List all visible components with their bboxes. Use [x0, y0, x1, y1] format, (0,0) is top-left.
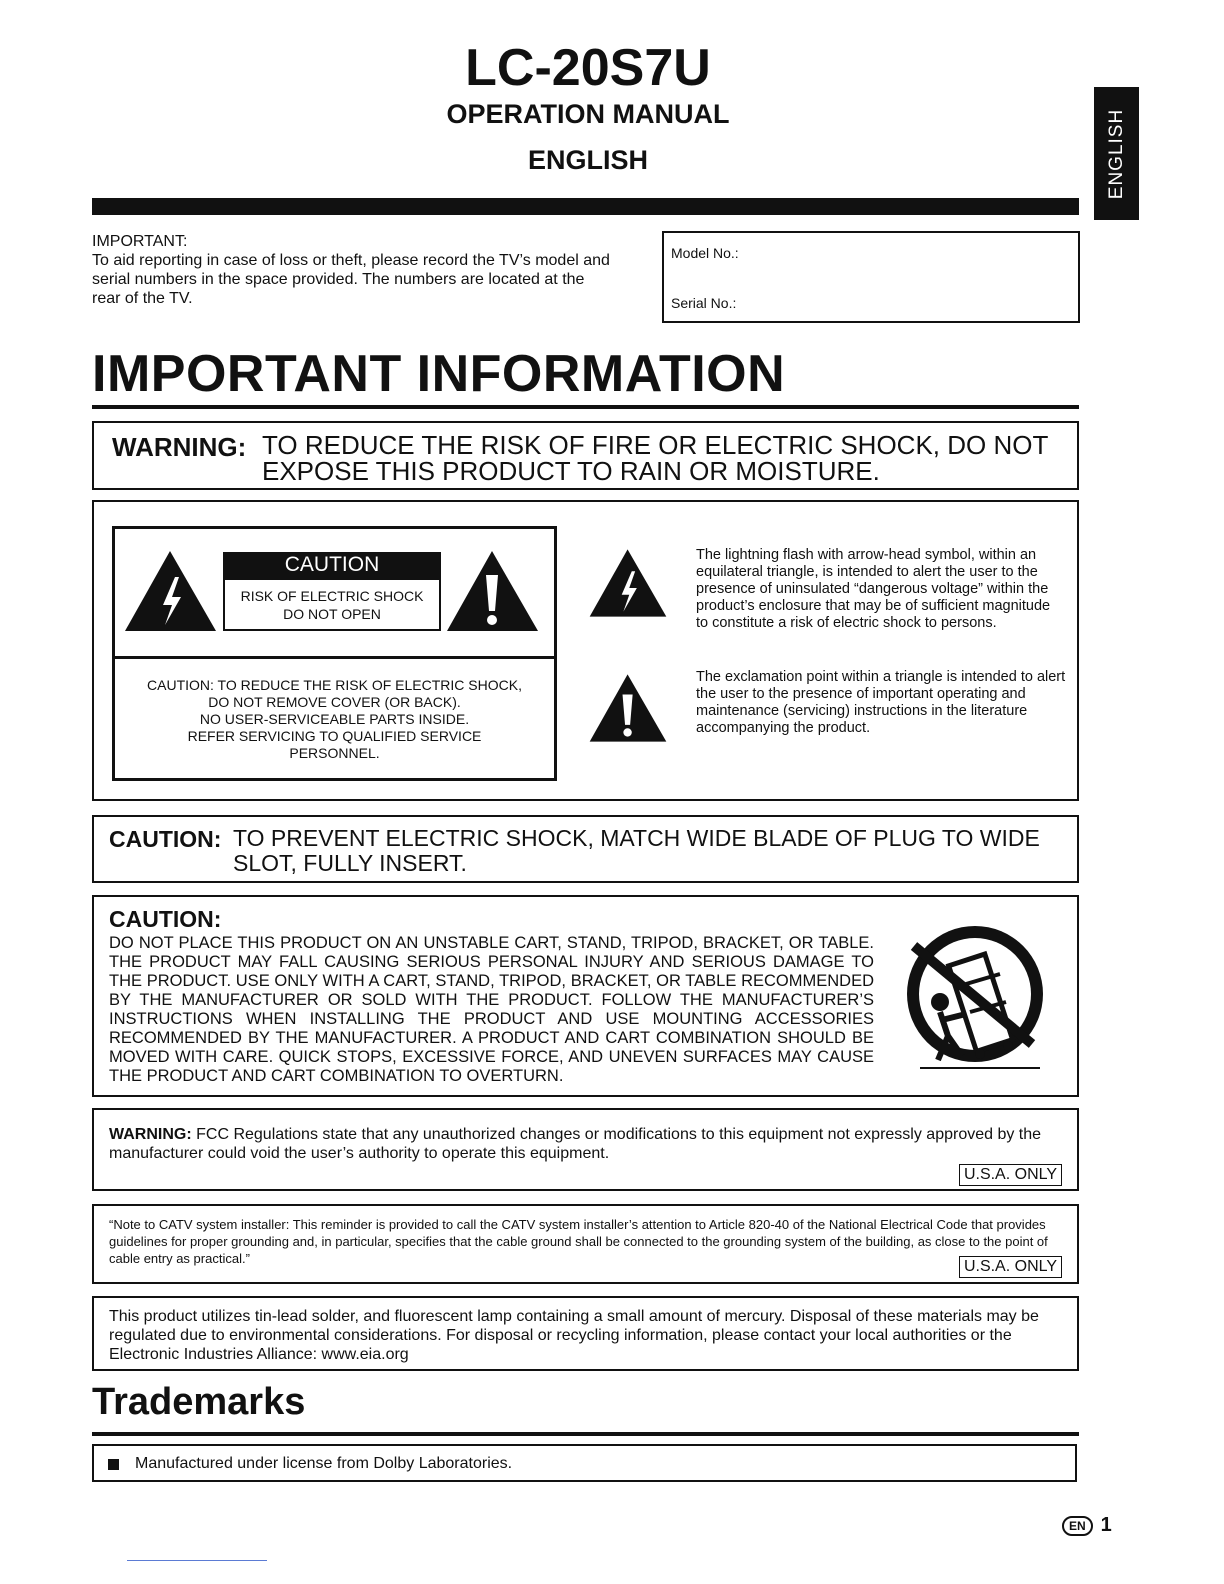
caution-body-line: PERSONNEL. — [289, 745, 380, 761]
footer-line — [127, 1560, 267, 1561]
lightning-triangle-icon — [123, 549, 218, 633]
usa-only-badge: U.S.A. ONLY — [959, 1256, 1062, 1278]
fcc-warning-box — [92, 1108, 1079, 1191]
solder-note-text: This product utilizes tin-lead solder, and fluorescent lamp containing a small amount of mercury. Disposal of these materials may be regulated due to environmental considerations. For disposal or recycling information, please contact your local authorities or the Electronic Industries Alliance: www.eia.org — [109, 1308, 1039, 1363]
language-side-tab — [1094, 87, 1139, 220]
manual-title: OPERATION MANUAL — [446, 99, 730, 129]
exclamation-triangle-icon — [445, 549, 540, 633]
caution-label-line2: DO NOT OPEN — [283, 606, 381, 622]
caution-body-line: NO USER-SERVICEABLE PARTS INSIDE. — [199, 711, 470, 727]
bullet-icon — [108, 1459, 119, 1470]
important-note — [92, 232, 612, 308]
trademark-box — [92, 1444, 1077, 1482]
caution-body-line: DO NOT REMOVE COVER (OR BACK). — [208, 694, 461, 710]
fcc-warning-text — [109, 1125, 1049, 1163]
trademark-item: Manufactured under license from Dolby Laboratories. — [135, 1455, 513, 1472]
usa-only-badge: U.S.A. ONLY — [959, 1164, 1062, 1186]
lightning-triangle-icon — [588, 544, 668, 622]
top-divider — [92, 198, 1079, 215]
cart-tip-over-icon — [900, 924, 1050, 1074]
caution-cart-text: DO NOT PLACE THIS PRODUCT ON AN UNSTABLE CART, STAND, TRIPOD, BRACKET, OR TABLE. THE PRODUCT MAY FALL CAUSING SERIOUS PERSONAL INJURY AND SERIOUS DAMAGE TO THE PRODUCT. USE ONLY WITH A CART, STAND, TRIPOD, BRACKET, OR TABLE RECOMMENDED BY THE MANUFACTURER OR SOLD WITH THE PRODUCT. FOLLOW THE MANUFACTURER’S INSTRUCTIONS WHEN INSTALLING THE PRODUCT AND USE MOUNTING ACCESSORIES RECOMMENDED BY THE MANUFACTURER. A PRODUCT AND CART COMBINATION SHOULD BE MOVED WITH CARE. QUICK STOPS, EXCESSIVE FORCE, AND UNEVEN SURFACES MAY CAUSE THE PRODUCT AND CART COMBINATION TO OVERTURN. — [109, 934, 874, 1085]
caution-cart-box — [92, 895, 1079, 1097]
caution-body-line: REFER SERVICING TO QUALIFIED SERVICE — [187, 728, 482, 744]
caution-cart-heading: CAUTION: — [109, 906, 222, 932]
solder-note-box — [92, 1296, 1079, 1371]
important-heading: IMPORTANT: — [92, 233, 188, 250]
important-text: To aid reporting in case of loss or theft, please record the TV’s model and serial numbers in the space provided. The numbers are located at the rear of the TV. — [92, 252, 610, 307]
model-no-label: Model No.: — [671, 245, 739, 261]
caution-plug-text: TO PREVENT ELECTRIC SHOCK, MATCH WIDE BLADE OF PLUG TO WIDE SLOT, FULLY INSERT. — [233, 825, 1040, 876]
caution-label-line1: RISK OF ELECTRIC SHOCK — [240, 588, 424, 604]
exclamation-triangle-icon — [588, 668, 668, 748]
side-tab-label: ENGLISH — [1105, 108, 1127, 199]
language-title: ENGLISH — [527, 145, 648, 175]
fcc-warning-heading: WARNING: — [109, 1126, 192, 1143]
section-heading-important: IMPORTANT INFORMATION — [92, 345, 786, 403]
caution-plug-heading: CAUTION: — [109, 826, 222, 852]
section-heading-trademarks: Trademarks — [92, 1381, 306, 1423]
fcc-warning-body: FCC Regulations state that any unauthorized changes or modifications to this equipment not expressly approved by the manufacturer could void the user’s authority to operate this equipment. — [109, 1126, 1042, 1162]
label-divider — [115, 656, 554, 659]
section-divider — [92, 405, 1079, 409]
caution-label-panel — [112, 526, 557, 781]
record-box — [662, 231, 1080, 323]
caution-body-line: CAUTION: TO REDUCE THE RISK OF ELECTRIC SHOCK, — [147, 677, 522, 693]
warning-rain-box — [92, 421, 1079, 490]
caution-plug-box — [92, 815, 1079, 883]
lightning-description: The lightning flash with arrow-head symbol, within an equilateral triangle, is intended to alert the user to the presence of uninsulated “dangerous voltage” within the product’s enclosure that may be of sufficient magnitude to constitute a risk of electric shock to persons. — [696, 547, 1051, 631]
caution-label-inner — [223, 578, 441, 631]
exclamation-description: The exclamation point within a triangle is intended to alert the user to the presence of important operating and maintenance (servicing) instructions in the literature accompanying the product. — [696, 669, 1066, 736]
catv-note-box — [92, 1204, 1079, 1284]
page-footer — [1062, 1514, 1112, 1537]
en-badge: EN — [1062, 1516, 1093, 1536]
section-divider — [92, 1432, 1079, 1436]
caution-label-header: CAUTION — [223, 552, 441, 578]
warning-text: TO REDUCE THE RISK OF FIRE OR ELECTRIC SHOCK, DO NOT EXPOSE THIS PRODUCT TO RAIN OR MOISTURE. — [262, 430, 1048, 486]
symbols-box — [92, 500, 1079, 801]
serial-no-label: Serial No.: — [671, 295, 737, 311]
catv-note-text: “Note to CATV system installer: This reminder is provided to call the CATV system installer’s attention to Article 820-40 of the National Electrical Code that provides guidelines for proper grounding and, in particular, specifies that the cable ground shall be connected to the grounding system of the building, as close to the point of cable entry as practical.” — [109, 1217, 1048, 1266]
caution-label-body — [115, 677, 554, 762]
page-number: 1 — [1100, 1514, 1112, 1536]
warning-heading: WARNING: — [112, 432, 247, 462]
model-title: LC-20S7U — [465, 39, 711, 97]
